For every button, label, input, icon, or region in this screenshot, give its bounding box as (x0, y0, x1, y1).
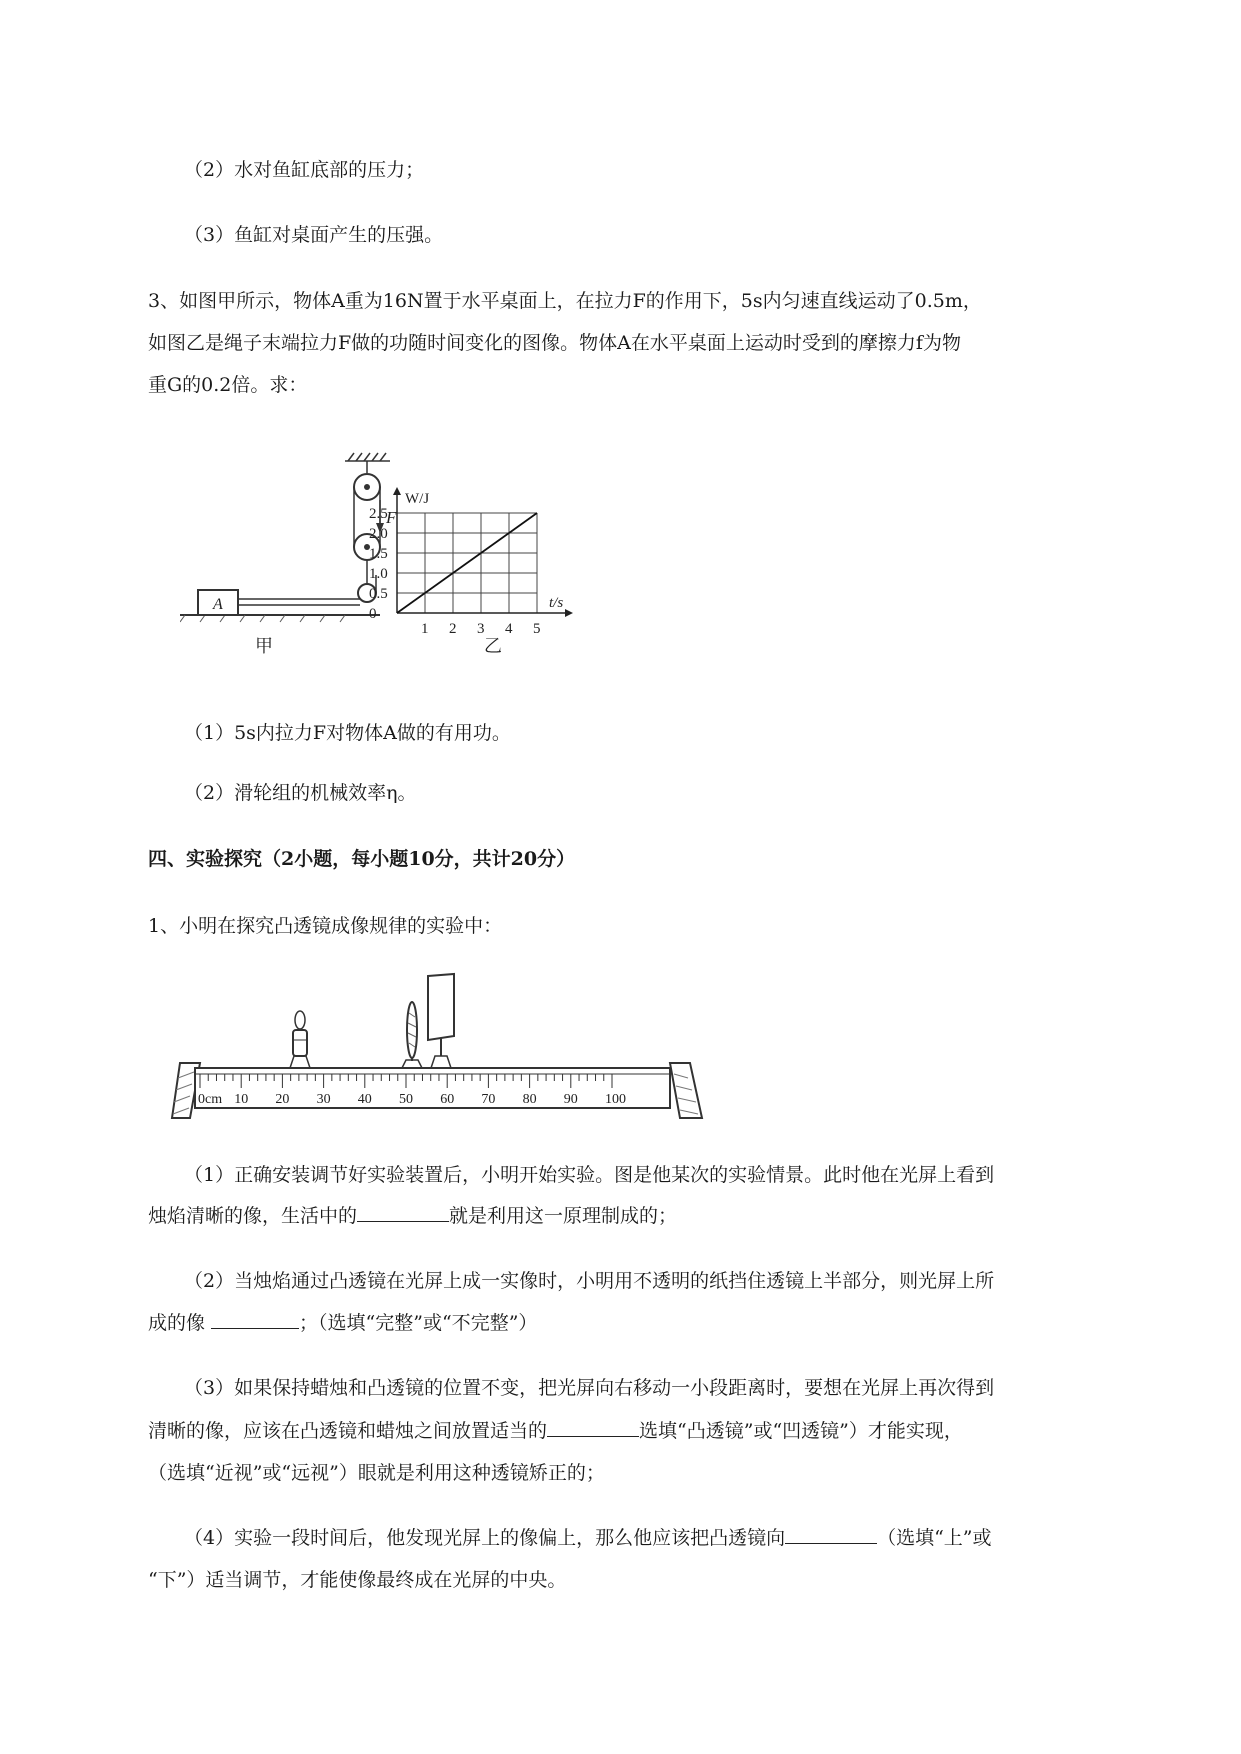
x-tick-label: 3 (477, 621, 485, 637)
q3-figure (180, 445, 620, 670)
y-tick-label: 1.5 (369, 546, 388, 562)
optical-bench-figure (170, 968, 710, 1128)
section-heading: 四、实验探究（2小题，每小题10分，共计20分） (148, 848, 576, 870)
s1-line1: （1）正确安装调节好实验装置后，小明开始实验。图是他某次的实验情景。此时他在光屏上看到 (184, 1164, 995, 1186)
ruler-label: 10 (234, 1092, 249, 1107)
label-jia: 甲 (255, 636, 273, 656)
q3-sub1: （1）5s内拉力F对物体A做的有用功。 (184, 722, 511, 744)
candle (290, 1011, 310, 1068)
s2-text-b: ；（选填“完整”或“不完整”） (299, 1312, 538, 1334)
s1-text-a: 烛焰清晰的像，生活中的 (148, 1205, 358, 1227)
s4-text-b: （选填“上”或 (877, 1527, 992, 1549)
y-tick-label: 2.0 (369, 526, 388, 542)
answer-blank-2[interactable] (211, 1327, 299, 1329)
y-tick-label: 0 (369, 606, 377, 622)
q2-part3: （3）鱼缸对桌面产生的压强。 (184, 224, 444, 246)
s4-line1 (184, 1525, 992, 1551)
ruler-label: 50 (399, 1092, 413, 1107)
x-axis-arrow (565, 609, 573, 617)
s3-text-b: 选填“凸透镜”或“凹透镜”）才能实现， (639, 1420, 963, 1442)
q3-sub2: （2）滑轮组的机械效率η。 (184, 782, 417, 804)
y-axis-label: W/J (405, 491, 430, 507)
ruler-label: 100 (605, 1092, 626, 1107)
right-stand (670, 1063, 702, 1118)
force-label: F (386, 508, 397, 527)
s4-text-a: （4）实验一段时间后，他发现光屏上的像偏上，那么他应该把凸透镜向 (184, 1527, 786, 1549)
answer-blank-4[interactable] (785, 1542, 877, 1544)
y-axis-arrow (393, 487, 401, 495)
ruler-label: 70 (481, 1092, 496, 1107)
light-screen (428, 974, 454, 1068)
convex-lens (402, 1002, 422, 1068)
s4-line2: “下”）适当调节，才能使像最终成在光屏的中央。 (148, 1569, 567, 1591)
label-yi: 乙 (484, 636, 502, 656)
block-a-label: A (213, 596, 223, 613)
answer-blank-3[interactable] (547, 1435, 639, 1437)
s1-line2 (148, 1203, 677, 1229)
x-tick-label: 5 (533, 621, 541, 637)
q1-intro: 1、小明在探究凸透镜成像规律的实验中： (148, 915, 503, 937)
y-tick-label: 0.5 (369, 586, 388, 602)
s2-text-a: 成的像 (148, 1312, 212, 1334)
y-tick-label: 1.0 (369, 566, 388, 582)
s3-line1: （3）如果保持蜡烛和凸透镜的位置不变，把光屏向右移动一小段距离时，要想在光屏上再次得到 (184, 1377, 995, 1399)
series-line (397, 513, 537, 613)
answer-blank-1[interactable] (357, 1220, 449, 1222)
q3-stem-line3: 重G的0.2倍。求： (148, 374, 308, 396)
ruler-label: 20 (275, 1092, 290, 1107)
x-axis-label: t/s (549, 595, 564, 611)
ruler-label: 30 (316, 1092, 331, 1107)
s1-text-b: 就是利用这一原理制成的； (449, 1205, 678, 1227)
q3-stem-line1: 3、如图甲所示，物体A重为16N置于水平桌面上，在拉力F的作用下，5s内匀速直线运动了0.5m， (148, 290, 982, 312)
ruler-label: 0cm (198, 1092, 223, 1107)
x-tick-label: 2 (449, 621, 457, 637)
s3-text-a: 清晰的像，应该在凸透镜和蜡烛之间放置适当的 (148, 1420, 548, 1442)
work-time-chart (369, 487, 573, 637)
ruler-label: 90 (563, 1092, 578, 1107)
q2-part2: （2）水对鱼缸底部的压力； (184, 159, 425, 181)
y-tick-label: 2.5 (369, 506, 388, 522)
s2-line2 (148, 1310, 537, 1336)
s3-line3: （选填“近视”或“远视”）眼就是利用这种透镜矫正的； (148, 1462, 605, 1484)
s3-line2 (148, 1418, 963, 1444)
q3-stem-line2: 如图乙是绳子末端拉力F做的功随时间变化的图像。物体A在水平桌面上运动时受到的摩擦力f为物 (148, 332, 961, 354)
x-tick-label: 4 (505, 621, 513, 637)
ruler-label: 80 (522, 1092, 537, 1107)
ruler-label: 60 (440, 1092, 455, 1107)
s2-line1: （2）当烛焰通过凸透镜在光屏上成一实像时，小明用不透明的纸挡住透镜上半部分，则光屏上所 (184, 1270, 995, 1292)
x-tick-label: 1 (421, 621, 429, 637)
ceiling-hatch (345, 453, 390, 461)
ruler-label: 40 (357, 1092, 372, 1107)
